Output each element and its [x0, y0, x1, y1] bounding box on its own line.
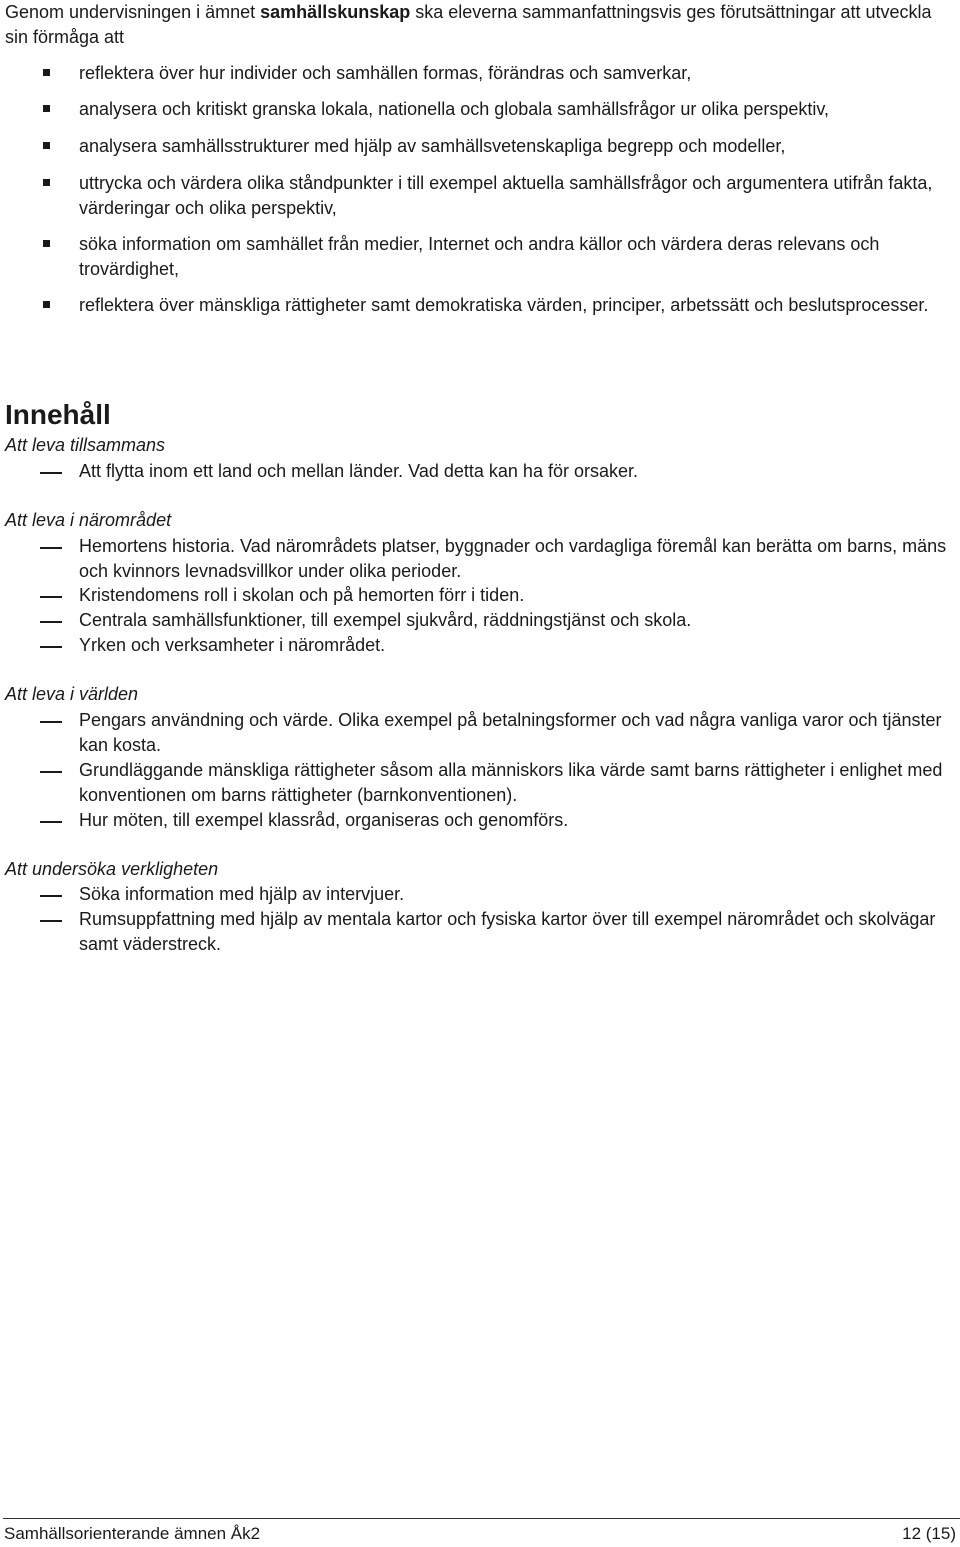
section-title: Att undersöka verkligheten [5, 859, 219, 879]
goal-text: uttrycka och värdera olika ståndpunkter i till exempel aktuella samhällsfrågor och argumentera utifrån fakta, värderingar och olika perspektiv, [79, 173, 933, 218]
dash-bullet-icon [40, 771, 62, 773]
intro-text-before: Genom undervisningen i ämnet [5, 2, 261, 22]
goal-text: söka information om samhället från medier, Internet och andra källor och värdera deras relevans och trovärdighet, [79, 234, 880, 279]
dash-bullet-icon [40, 547, 62, 549]
page-number: 12 (15) [902, 1524, 956, 1543]
footer-title: Samhällsorienterande ämnen Åk2 [4, 1524, 261, 1543]
square-bullet-icon [43, 240, 50, 247]
content-item-text: Centrala samhällsfunktioner, till exempel sjukvård, räddningstjänst och skola. [79, 610, 692, 630]
square-bullet-icon [43, 142, 50, 149]
content-item-text: Kristendomens roll i skolan och på hemorten förr i tiden. [79, 585, 525, 605]
goal-text: reflektera över hur individer och samhällen formas, förändras och samverkar, [79, 63, 692, 83]
section-title: Att leva i närområdet [5, 510, 172, 530]
intro-paragraph [5, 0, 955, 49]
footer-divider [3, 1518, 960, 1519]
content-item-text: Pengars användning och värde. Olika exempel på betalningsformer och vad några vanliga varor och tjänster kan kosta. [79, 710, 942, 755]
goal-text: analysera och kritiskt granska lokala, nationella och globala samhällsfrågor ur olika perspektiv, [79, 99, 830, 119]
goal-text: analysera samhällsstrukturer med hjälp av samhällsvetenskapliga begrepp och modeller, [79, 136, 786, 156]
square-bullet-icon [43, 69, 50, 76]
square-bullet-icon [43, 105, 50, 112]
content-item-text: Hemortens historia. Vad närområdets platser, byggnader och vardagliga föremål kan berätta om barns, mäns och kvinnors levnadsvillkor under olika perioder. [79, 536, 947, 581]
dash-bullet-icon [40, 472, 62, 474]
content-item-text: Söka information med hjälp av intervjuer. [79, 884, 405, 904]
section-title: Att leva tillsammans [5, 435, 166, 455]
content-heading: Innehåll [5, 399, 111, 430]
intro-subject: samhällskunskap [260, 2, 411, 22]
content-item-text: Att flytta inom ett land och mellan länder. Vad detta kan ha för orsaker. [79, 461, 638, 481]
content-item-text: Hur möten, till exempel klassråd, organiseras och genomförs. [79, 810, 569, 830]
content-item-text: Yrken och verksamheter i närområdet. [79, 635, 386, 655]
dash-bullet-icon [40, 721, 62, 723]
dash-bullet-icon [40, 646, 62, 648]
section-title: Att leva i världen [5, 684, 139, 704]
dash-bullet-icon [40, 821, 62, 823]
square-bullet-icon [43, 179, 50, 186]
dash-bullet-icon [40, 895, 62, 897]
dash-bullet-icon [40, 596, 62, 598]
goal-text: reflektera över mänskliga rättigheter samt demokratiska värden, principer, arbetssätt och beslutsprocesser. [79, 295, 929, 315]
content-item-text: Grundläggande mänskliga rättigheter såsom alla människors lika värde samt barns rättigheter i enlighet med konventionen om barns rättigheter (barnkonventionen). [79, 760, 943, 805]
dash-bullet-icon [40, 920, 62, 922]
square-bullet-icon [43, 301, 50, 308]
dash-bullet-icon [40, 621, 62, 623]
intro-text-after: ska eleverna sammanfattningsvis ges förutsättningar att utveckla sin förmåga att [5, 2, 932, 47]
content-item-text: Rumsuppfattning med hjälp av mentala kartor och fysiska kartor över till exempel närområdet och skolvägar samt väderstreck. [79, 909, 936, 954]
